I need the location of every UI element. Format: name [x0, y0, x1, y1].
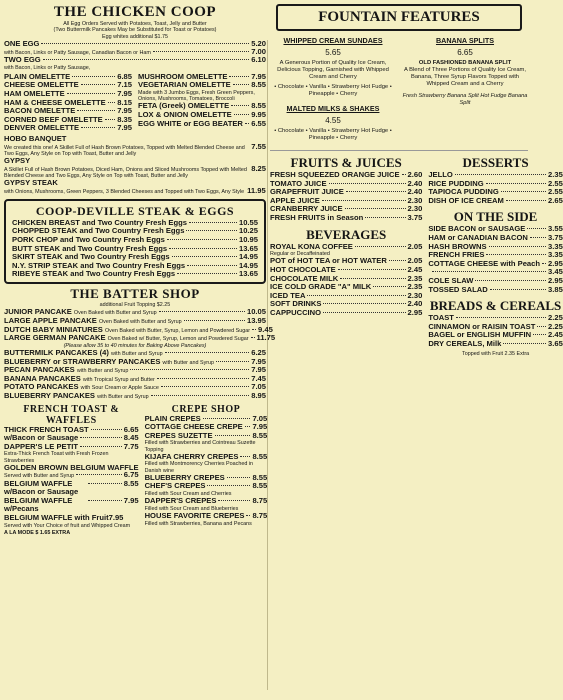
item-price: 2.40	[407, 178, 423, 188]
item-price: 3.75	[548, 232, 563, 242]
omelette-list-left	[4, 73, 132, 133]
item-price: 2.30	[407, 204, 423, 214]
item-price: 8.25	[251, 163, 266, 173]
sundaes-title: WHIPPED CREAM SUNDAES	[283, 36, 383, 45]
item-price: 2.65	[548, 195, 563, 205]
splits-desc: A Blend of Three Portions of Quality Ice Cream, Banana, Three Syrup Flavors Topped with Whipped Cream and a Cherry	[403, 67, 526, 87]
item-name: ICED TEA	[270, 290, 306, 300]
item-desc: Regular or Decaffeinated	[270, 251, 330, 258]
coop-intro-3: Egg whites additional $1.75	[102, 33, 168, 40]
item-price: 8.45	[123, 433, 139, 443]
item-name: BLUEBERRY or STRAWBERRY PANCAKES	[4, 356, 161, 366]
item-price: 10.95	[238, 234, 258, 244]
omelette-section	[4, 73, 266, 133]
item-price: 3.35	[548, 250, 563, 260]
item-name: COTTAGE CHEESE with Peach	[428, 258, 541, 268]
sundaes	[270, 36, 396, 142]
item-name: LOX & ONION OMELETTE	[138, 110, 232, 119]
coop-intro-2: (Two Buttermilk Pancakes May be Substituted for Toast or Potatoes)	[53, 27, 217, 34]
batter-allow-note: (Please allow 35 to 40 minutes for Baking Above Pancakes)	[63, 342, 207, 349]
item-name: CHOCOLATE MILK	[270, 273, 339, 283]
item-price: 2.40	[407, 187, 423, 197]
item-name: DISH OF ICE CREAM	[428, 195, 504, 205]
item-price: 2.95	[548, 258, 563, 268]
item-name: HASH BROWNS	[428, 241, 487, 251]
item-price: 11.95	[247, 185, 266, 195]
sundaes-price: 5.65	[325, 48, 341, 57]
item-name: GYPSY STEAK	[4, 177, 58, 187]
item-desc: with Butter and Syrup	[76, 368, 129, 375]
item-desc: Served with Butter and Syrup	[4, 473, 75, 480]
item-name: TOAST	[428, 313, 454, 323]
item-price: 8.15	[117, 97, 132, 107]
item-name: DRY CEREALS, Milk	[428, 338, 502, 348]
right-column	[270, 4, 563, 357]
item-price: 6.55	[251, 118, 266, 128]
section-rule	[270, 150, 528, 151]
item-price: 13.65	[238, 269, 258, 279]
steak-eggs-title: COOP-DEVILLE STEAK & EGGS	[35, 203, 235, 218]
item-desc: Filled with Sour Cream and Cherries	[144, 491, 232, 498]
malted-title: MALTED MILKS & SHAKES	[286, 104, 380, 113]
item-name: HOUSE FAVORITE CREPES	[144, 511, 245, 521]
item-name: SKIRT STEAK and Two Country Fresh Eggs	[12, 252, 170, 262]
item-price: 7.95	[123, 495, 139, 505]
item-name: TWO EGG	[4, 55, 41, 65]
item-name: PLAIN OMELETTE	[4, 71, 71, 81]
item-price: 6.85	[117, 71, 132, 81]
item-name: EGG WHITE or EGG BEATER	[138, 118, 243, 128]
item-price: 7.75	[123, 441, 139, 451]
item-name: JELLO	[428, 170, 453, 179]
item-name: DUTCH BABY MINIATURES	[4, 324, 103, 334]
splits-title: BANANA SPLITS	[435, 36, 495, 45]
item-price: 8.75	[252, 511, 268, 521]
item-desc: Filled with Sour Cream and Blueberries	[144, 505, 239, 512]
item-name: KIJAFA CHERRY CREPES	[144, 451, 239, 461]
side-title: ON THE SIDE	[453, 209, 538, 225]
item-name: ICE COLD GRADE "A" MILK	[270, 282, 372, 292]
item-name: JUNIOR PANCAKE	[4, 307, 72, 317]
item-name: SIDE BACON or SAUSAGE	[428, 224, 526, 234]
item-price: 10.05	[246, 307, 266, 317]
item-price: 2.35	[407, 282, 423, 292]
item-name: HOT CHOCOLATE	[270, 264, 336, 274]
item-name: TOSSED SALAD	[428, 284, 488, 294]
item-price: 3.75	[407, 212, 423, 222]
item-desc: with Bacon, Links or Patty Sausage,	[4, 64, 91, 71]
item-name: DAPPER'S CREPES	[144, 496, 217, 506]
item-price: 6.65	[123, 424, 139, 434]
item-name: BUTT STEAK and Two Country Fresh Eggs	[12, 243, 168, 253]
item-price: 2.35	[407, 273, 423, 283]
item-name: ROYAL KONA COFFEE	[270, 241, 353, 251]
item-desc: Filled with Montmorency Cherries Poached in Danish wine	[144, 461, 254, 474]
item-price: 8.55	[252, 481, 268, 491]
malted-flavors: • Chocolate • Vanilla • Strawberry Hot Fudge • Pineapple • Cherry	[274, 128, 392, 141]
item-name: BUTTERMILK PANCAKES (4)	[4, 348, 109, 358]
item-name: MUSHROOM OMELETTE	[138, 71, 228, 81]
item-price: 6.75	[123, 470, 139, 480]
french-toast-title: FRENCH TOAST & WAFFLES	[23, 403, 120, 426]
item-name: BELGIUM WAFFLE with Fruit	[4, 513, 109, 523]
item-name: DAPPER'S LE PETIT	[4, 441, 78, 451]
menu-item	[4, 40, 266, 49]
item-desc: Oven Baked with Butter, Syrup, Lemon and Powdered Sugar	[104, 327, 251, 334]
item-name: BAGEL or ENGLISH MUFFIN	[428, 330, 532, 340]
item-name: HOBO BANQUET	[4, 133, 67, 143]
item-name: BLUEBERRY CREPES	[144, 472, 225, 482]
column-divider	[267, 40, 268, 690]
item-price: 2.45	[407, 264, 423, 274]
juice-dessert-section	[270, 155, 563, 357]
item-desc: Filled with Strawberries and Cointreau Suzette Topping	[144, 440, 256, 453]
item-price: 7.55	[251, 141, 266, 151]
item-name: CHOPPED STEAK and Two Country Fresh Eggs	[12, 226, 185, 236]
splits-extra: Fresh Strawberry Banana Split Hot Fudge Banana Split	[402, 93, 528, 106]
item-price: 7.15	[117, 80, 132, 90]
item-price: 8.55	[251, 101, 266, 111]
item-desc: Oven Baked with Butter and Syrup	[73, 310, 157, 317]
item-name: RICE PUDDING	[428, 178, 484, 188]
item-name: ONE EGG	[4, 39, 40, 49]
item-name: CINNAMON or RAISIN TOAST	[428, 321, 536, 331]
item-price: 2.05	[407, 241, 423, 251]
item-name: GOLDEN BROWN BELGIUM WAFFLE	[4, 462, 139, 472]
item-price: 6.10	[251, 55, 266, 65]
item-name: w/Bacon or Sausage	[4, 433, 79, 443]
item-price: 7.95	[108, 513, 124, 523]
breads-title: BREADS & CEREALS	[429, 298, 562, 314]
item-name: BACON OMELETTE	[4, 106, 76, 116]
item-name: VEGETARIAN OMELETTE	[138, 80, 231, 90]
item-price: 14.95	[238, 252, 258, 262]
item-price: 3.65	[548, 338, 563, 348]
omelette-list-right	[138, 73, 266, 133]
item-price: 10.55	[238, 217, 258, 227]
sundaes-flavors: • Chocolate • Vanilla • Strawberry Hot Fudge • Pineapple • Cherry	[274, 84, 392, 97]
item-price: 2.25	[548, 313, 563, 323]
item-name: PLAIN CREPES	[144, 413, 201, 423]
item-price: 3.45	[548, 267, 563, 277]
item-price: 7.05	[251, 382, 266, 392]
item-price: 7.95	[251, 356, 266, 366]
fruits-beverages	[270, 155, 422, 357]
item-price: 7.95	[117, 123, 132, 133]
item-name: COTTAGE CHEESE CREPE	[144, 422, 243, 432]
alamode-note: A LA MODE $ 1.65 EXTRA	[4, 529, 71, 536]
item-desc: Extra-Thick French Toast with Fresh Frozen Strawberries	[4, 451, 109, 464]
sundaes-desc: A Generous Portion of Quality Ice Cream, Delicious Topping, Garnished with Whipped Cream and Cherry	[277, 60, 389, 80]
menu-item	[4, 56, 266, 65]
menu-item-sub	[4, 46, 266, 56]
item-name: TOMATO JUICE	[270, 178, 327, 188]
item-name: CRANBERRY JUICE	[270, 204, 343, 214]
french-crepe-section	[4, 404, 266, 536]
item-name: HAM or CANADIAN BACON	[428, 232, 528, 242]
item-price: 8.55	[252, 430, 268, 440]
item-price: 7.45	[251, 373, 266, 383]
item-name: FRESH FRUITS in Season	[270, 212, 364, 222]
item-desc: with Onions, Mushrooms, Green Peppers, 3 Blended Cheeses and Topped with Two Eggs, Any Style	[4, 188, 245, 195]
splits-price: 6.65	[457, 48, 473, 57]
fruits-title: FRUITS & JUICES	[290, 155, 402, 170]
item-price: 2.95	[548, 275, 563, 285]
chicken-coop-title: THE CHICKEN COOP	[53, 4, 217, 20]
item-price: 8.55	[123, 478, 139, 488]
item-price: 2.30	[407, 195, 423, 205]
item-name: APPLE JUICE	[270, 195, 320, 205]
item-name: BANANA PANCAKES	[4, 373, 81, 383]
item-name: CORNED BEEF OMELETTE	[4, 114, 103, 124]
item-name: PECAN PANCAKES	[4, 365, 75, 375]
item-price: 14.95	[238, 260, 258, 270]
splits-name: OLD FASHIONED BANANA SPLIT	[418, 60, 512, 66]
item-price: 3.35	[548, 241, 563, 251]
crepe-shop-title: CREPE SHOP	[171, 403, 241, 415]
item-name: POTATO PANCAKES	[4, 382, 79, 392]
item-price: 6.25	[251, 348, 266, 358]
item-name: SOFT DRINKS	[270, 299, 322, 309]
item-name: FRESH SQUEEZED ORANGE JUICE	[270, 170, 400, 179]
desserts-side-breads	[428, 155, 562, 357]
item-price: 7.95	[117, 106, 132, 116]
item-desc: Oven Baked w/ Butter, Syrup, Lemon and Powdered Sugar	[107, 336, 249, 343]
item-name: LARGE GERMAN PANCAKE	[4, 333, 106, 343]
banana-splits	[402, 36, 528, 142]
item-name: PORK CHOP and Two Country Fresh Eggs	[12, 234, 165, 244]
item-desc: Served with Your Choice of fruit and Whipped Cream	[4, 522, 131, 529]
item-price: 2.05	[407, 256, 423, 266]
item-price: 7.95	[251, 71, 266, 81]
crepe-shop	[145, 404, 268, 536]
item-price: 2.25	[548, 321, 563, 331]
item-name: HAM OMELETTE	[4, 89, 65, 98]
dot-leader	[41, 43, 249, 44]
item-name: LARGE APPLE PANCAKE	[4, 315, 97, 325]
item-price: 2.45	[548, 330, 563, 340]
beverages-title: BEVERAGES	[306, 226, 387, 242]
item-name: GRAPEFRUIT JUICE	[270, 187, 344, 197]
fountain-section	[270, 36, 528, 142]
steak-eggs-box	[4, 199, 266, 284]
item-desc: Oven Baked with Butter and Syrup	[98, 318, 182, 325]
item-desc: with Bacon, Links or Patty Sausage, Canadian Bacon or Ham	[4, 49, 151, 56]
item-price: 7.95	[251, 365, 266, 375]
item-name: CAPPUCCINO	[270, 307, 322, 317]
item-name: HAM & CHEESE OMELETTE	[4, 97, 106, 107]
batter-note: additional Fruit Topping $2.25	[99, 301, 171, 308]
item-desc: with Butter and Syrup	[97, 394, 149, 401]
item-price: 2.55	[548, 178, 563, 188]
item-name: THICK FRENCH TOAST	[4, 424, 89, 434]
item-price: 8.55	[252, 472, 268, 482]
item-price: 2.55	[548, 187, 563, 197]
item-desc: Filled with Strawberries, Banana and Pecans	[144, 520, 252, 527]
item-name: N.Y. STRIP STEAK and Two Country Fresh Eggs	[12, 260, 186, 270]
item-name: GYPSY	[4, 155, 31, 165]
item-name: BELGIUM WAFFLE w/Pecans	[4, 495, 73, 514]
item-desc: with Butter and Syrup	[111, 351, 163, 358]
dot-leader	[43, 59, 250, 60]
item-price: 2.35	[548, 170, 563, 179]
malted-price: 4.55	[325, 116, 341, 125]
item-price: 3.55	[548, 224, 563, 234]
item-desc: A Skillet Full of Hash Brown Potatoes, Diced Ham, Onions and Sliced Mushrooms Topped with Melted Blended Cheese and Two Eggs, Any Style on Top with Toast, Butter and Jelly	[4, 166, 247, 179]
item-price: 10.25	[238, 226, 258, 236]
item-price: 8.55	[251, 80, 266, 90]
breads-fruit-note: Topped with Fruit 2.35 Extra	[462, 350, 530, 357]
item-name: COLE SLAW	[428, 275, 474, 285]
item-price: 13.65	[238, 243, 258, 253]
item-price: 8.55	[252, 451, 268, 461]
item-desc: with Tropical Syrup and Butter	[82, 376, 155, 383]
item-price: 8.75	[252, 496, 268, 506]
item-price: 8.35	[117, 114, 132, 124]
item-name: CREPES SUZETTE	[144, 430, 213, 440]
coop-intro-1: All Egg Orders Served with Potatoes, Toast, Jelly and Butter	[63, 21, 207, 27]
item-price: 2.95	[407, 307, 423, 317]
item-desc: with Sour Cream or Apple Sauce	[80, 385, 159, 392]
item-price: 11.75	[256, 333, 276, 343]
item-name: CHICKEN BREAST and Two Country Fresh Eggs	[12, 217, 187, 227]
item-price: 2.40	[407, 299, 423, 309]
item-name: CHEESE OMELETTE	[4, 80, 79, 90]
item-name: FETA (Greek) OMELETTE	[138, 101, 230, 111]
french-toast-waffles	[4, 404, 139, 536]
item-name: RIBEYE STEAK and Two Country Fresh Eggs	[12, 269, 176, 279]
fountain-features-title: FOUNTAIN FEATURES	[276, 4, 522, 31]
item-name: POT of HOT TEA or HOT WATER	[270, 256, 387, 266]
item-price: 2.30	[407, 290, 423, 300]
item-price: 13.95	[246, 315, 266, 325]
item-price: 9.45	[258, 324, 273, 334]
item-price: 7.05	[252, 413, 268, 423]
item-price: 3.85	[548, 284, 563, 294]
item-price: 5.20	[251, 39, 266, 49]
item-desc: Made with 3 Jumbo Eggs, Fresh Green Peppers, Onions, Mushrooms, Tomatoes, Broccoli	[138, 90, 255, 103]
item-desc: with Butter and Syrup	[162, 359, 215, 366]
specials	[4, 135, 266, 195]
item-price: 2.60	[407, 170, 423, 179]
item-name: TAPIOCA PUDDING	[428, 187, 499, 197]
item-price: 8.95	[251, 391, 266, 401]
desserts-title: DESSERTS	[462, 155, 529, 170]
item-name: BELGIUM WAFFLE w/Bacon or Sausage	[4, 478, 79, 497]
item-desc: We created this one! A Skillet Full of Hash Brown Potatoes, Topped with Melted Blended Cheese and Two Eggs, Any Style on Top with Toast, Butter and Jelly	[4, 144, 245, 157]
batter-shop-title: THE BATTER SHOP	[70, 285, 200, 301]
item-name: DENVER OMELETTE	[4, 123, 80, 133]
item-name: CHEF'S CREPES	[144, 481, 206, 491]
item-name: BLUEBERRY PANCAKES	[4, 391, 95, 401]
item-price: 7.95	[117, 89, 132, 98]
item-price: 7.00	[251, 46, 266, 56]
item-price: 7.95	[252, 422, 268, 432]
left-column	[4, 4, 276, 536]
item-name: FRENCH FRIES	[428, 250, 485, 260]
dot-leader	[153, 51, 249, 52]
item-price: 9.95	[251, 110, 266, 119]
